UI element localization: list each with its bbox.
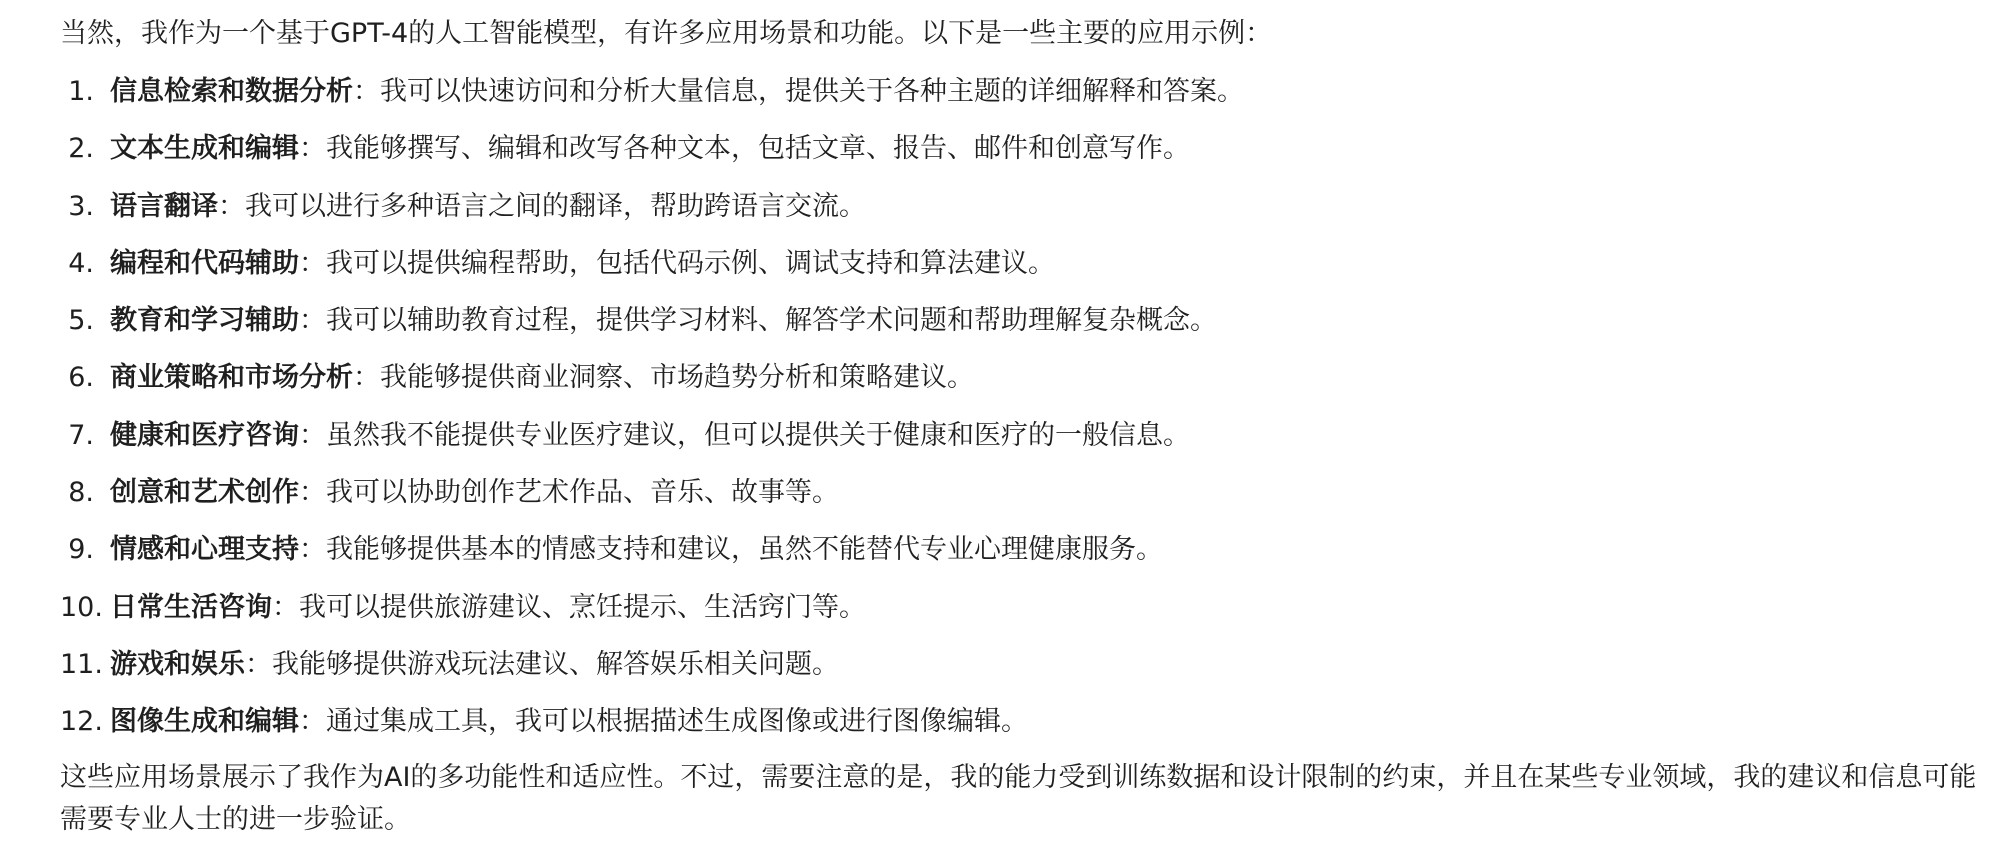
list-item-text: [110, 530, 1163, 570]
list-item-description: ：我可以进行多种语言之间的翻译，帮助跨语言交流。: [218, 190, 866, 222]
list-number: 5.: [68, 305, 94, 337]
list-item-title: 创意和艺术创作: [110, 477, 299, 509]
list-item-text: [110, 301, 1217, 341]
list-item-text: [110, 645, 839, 685]
list-item-title: 图像生成和编辑: [110, 706, 299, 738]
list-item-text: [110, 244, 1055, 284]
list-item-description: ：我能够撰写、编辑和改写各种文本，包括文章、报告、邮件和创意写作。: [299, 133, 1190, 165]
list-item-description: ：我可以协助创作艺术作品、音乐、故事等。: [299, 477, 839, 509]
list-item: [60, 645, 1960, 702]
list-item-description: ：我能够提供游戏玩法建议、解答娱乐相关问题。: [245, 648, 839, 680]
list-item: [60, 416, 1960, 473]
list-number: 4.: [68, 247, 94, 279]
intro-paragraph: 当然，我作为一个基于GPT-4的人工智能模型，有许多应用场景和功能。以下是一些主要的应用示例：: [60, 18, 1273, 49]
list-item-text: [110, 129, 1190, 169]
list-item-title: 情感和心理支持: [110, 534, 299, 566]
list-item-title: 信息检索和数据分析: [110, 76, 353, 107]
list-number: 1.: [68, 76, 94, 107]
list-item-title: 文本生成和编辑: [110, 133, 299, 165]
list-item-title: 教育和学习辅助: [110, 305, 299, 337]
list-number: 2.: [68, 133, 94, 165]
list-item: [60, 72, 1960, 129]
list-item: [60, 187, 1960, 244]
list-item-description: ：我可以辅助教育过程，提供学习材料、解答学术问题和帮助理解复杂概念。: [299, 305, 1217, 337]
list-item: [60, 301, 1960, 358]
list-number: 6.: [68, 362, 94, 394]
list-number: 7.: [68, 419, 94, 451]
list-item-text: [110, 702, 1028, 742]
list-item-description: ：我可以快速访问和分析大量信息，提供关于各种主题的详细解释和答案。: [353, 76, 1244, 107]
list-item-description: ：通过集成工具，我可以根据描述生成图像或进行图像编辑。: [299, 706, 1028, 738]
list-number: 10.: [60, 591, 103, 623]
list-item-text: [110, 473, 839, 513]
list-number: 11.: [60, 648, 103, 680]
list-item-text: [110, 358, 974, 398]
outro-paragraph: 这些应用场景展示了我作为AI的多功能性和适应性。不过，需要注意的是，我的能力受到训练数据和设计限制的约束，并且在某些专业领域，我的建议和信息可能需要专业人士的进一步验证。: [60, 762, 1977, 835]
applications-list: [60, 72, 1960, 760]
list-item: [60, 702, 1960, 759]
list-item-text: [110, 588, 866, 628]
list-item: [60, 588, 1960, 645]
list-number: 8.: [68, 477, 94, 509]
list-item-description: ：虽然我不能提供专业医疗建议，但可以提供关于健康和医疗的一般信息。: [299, 419, 1190, 451]
list-item: [60, 129, 1960, 186]
list-number: 12.: [60, 706, 103, 738]
list-item-title: 语言翻译: [110, 190, 218, 222]
list-number: 3.: [68, 190, 94, 222]
list-item-description: ：我能够提供商业洞察、市场趋势分析和策略建议。: [353, 362, 974, 394]
list-item-title: 商业策略和市场分析: [110, 362, 353, 394]
list-item: [60, 473, 1960, 530]
list-number: 9.: [68, 534, 94, 566]
list-item-description: ：我可以提供编程帮助，包括代码示例、调试支持和算法建议。: [299, 247, 1055, 279]
list-item-title: 健康和医疗咨询: [110, 419, 299, 451]
list-item-text: [110, 72, 1244, 112]
list-item: [60, 358, 1960, 415]
list-item-text: [110, 187, 866, 227]
list-item-description: ：我能够提供基本的情感支持和建议，虽然不能替代专业心理健康服务。: [299, 534, 1163, 566]
list-item-text: [110, 416, 1190, 456]
list-item-title: 日常生活咨询: [110, 591, 272, 623]
list-item-title: 编程和代码辅助: [110, 247, 299, 279]
list-item-description: ：我可以提供旅游建议、烹饪提示、生活窍门等。: [272, 591, 866, 623]
list-item: [60, 530, 1960, 587]
list-item: [60, 244, 1960, 301]
list-item-title: 游戏和娱乐: [110, 648, 245, 680]
